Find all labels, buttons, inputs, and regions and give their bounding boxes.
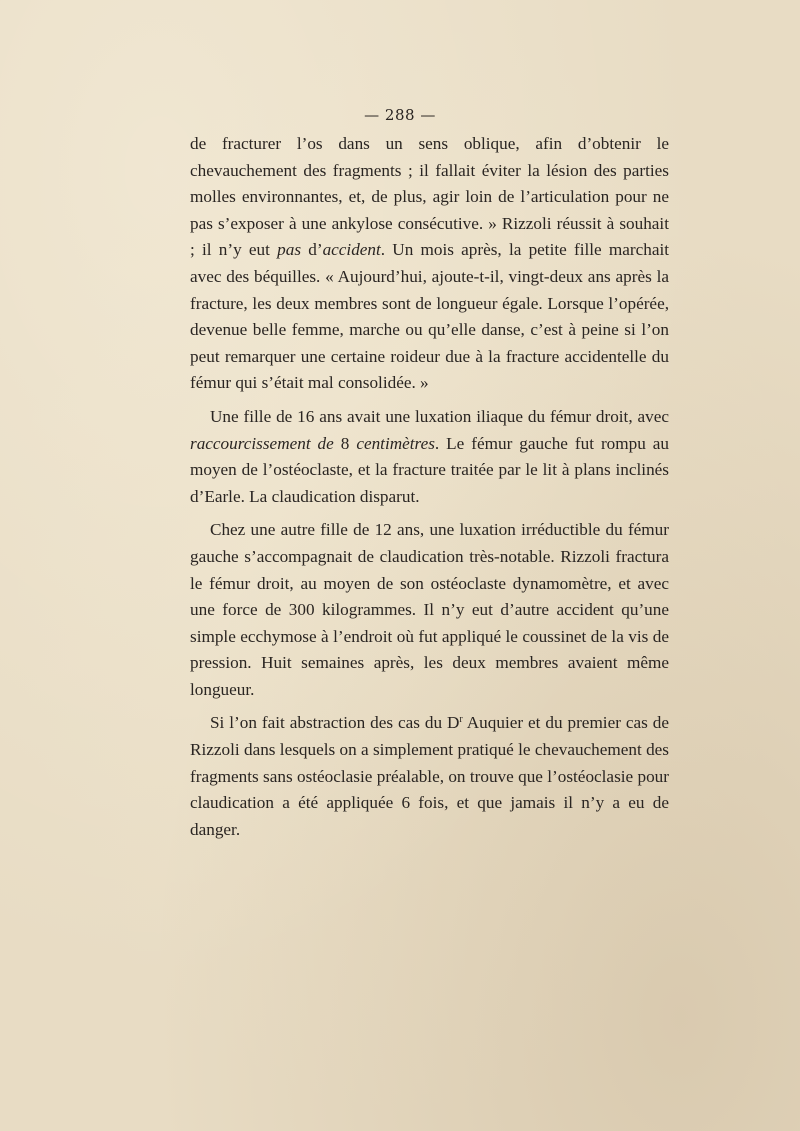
superscript-segment: r <box>459 714 463 726</box>
italic-segment: raccourcissement de <box>190 433 334 453</box>
text-segment: d’ <box>301 240 323 260</box>
page-number: — 288 — <box>364 106 436 124</box>
text-segment: Si l’on fait abstraction des cas du D <box>210 713 460 733</box>
text-segment: Une fille de 16 ans avait une luxation iliaque du fémur droit, avec <box>210 406 669 426</box>
text-segment: de fracturer l’os dans un sens oblique, afin d’obtenir le chevauchement des fragments ; il fallait éviter la lésion des parties molles environnantes, et, de plus, agir loin de l’articulation pour ne pas s’exposer à une ankylose consécutive. » Rizzoli réussit à souhait ; il n’y eut <box>190 134 669 260</box>
italic-segment: centimètres <box>356 433 435 453</box>
paragraph-4 <box>190 710 669 843</box>
text-segment: 8 <box>333 433 357 453</box>
paragraph-2 <box>190 404 669 510</box>
text-segment: . Un mois après, la petite fille marchait avec des béquilles. « Aujourd’hui, ajoute-t-il, vingt-deux ans après la fracture, les deux membres sont de longueur égale. Lorsque l’opérée, devenue belle femme, marche ou qu’elle danse, c’est à peine si l’on peut remarquer une certaine roideur due à la fracture accidentelle du fémur qui s’était mal consolidée. » <box>190 240 669 393</box>
paragraph-3 <box>190 517 669 703</box>
paragraph-1 <box>190 131 669 397</box>
body-text <box>190 131 669 843</box>
text-segment: Auquier et du premier cas de Rizzoli dans lesquels on a simplement pratiqué le chevauchement des fragments sans ostéoclasie préalable, on trouve que l’ostéoclasie pour claudication a été appliquée 6 fois, et que jamais il n’y a eu de danger. <box>190 713 669 839</box>
text-segment: . Le fémur gauche fut rompu au moyen de l’ostéoclaste, et la fracture traitée par le lit à plans inclinés d’Earle. La claudication disparut. <box>190 433 670 506</box>
italic-segment: pas <box>277 240 302 260</box>
italic-segment: accident <box>322 240 381 260</box>
text-segment: Chez une autre fille de 12 ans, une luxation irréductible du fémur gauche s’accompagnait de claudication très-notable. Rizzoli fractura le fémur droit, au moyen de son ostéoclaste dynamomètre, et avec une force de 300 kilogrammes. Il n’y eut d’autre accident qu’une simple ecchymose à l’endroit où fut appliqué le coussinet de la vis de pression. Huit semaines après, les deux membres avaient même longueur. <box>190 520 669 699</box>
